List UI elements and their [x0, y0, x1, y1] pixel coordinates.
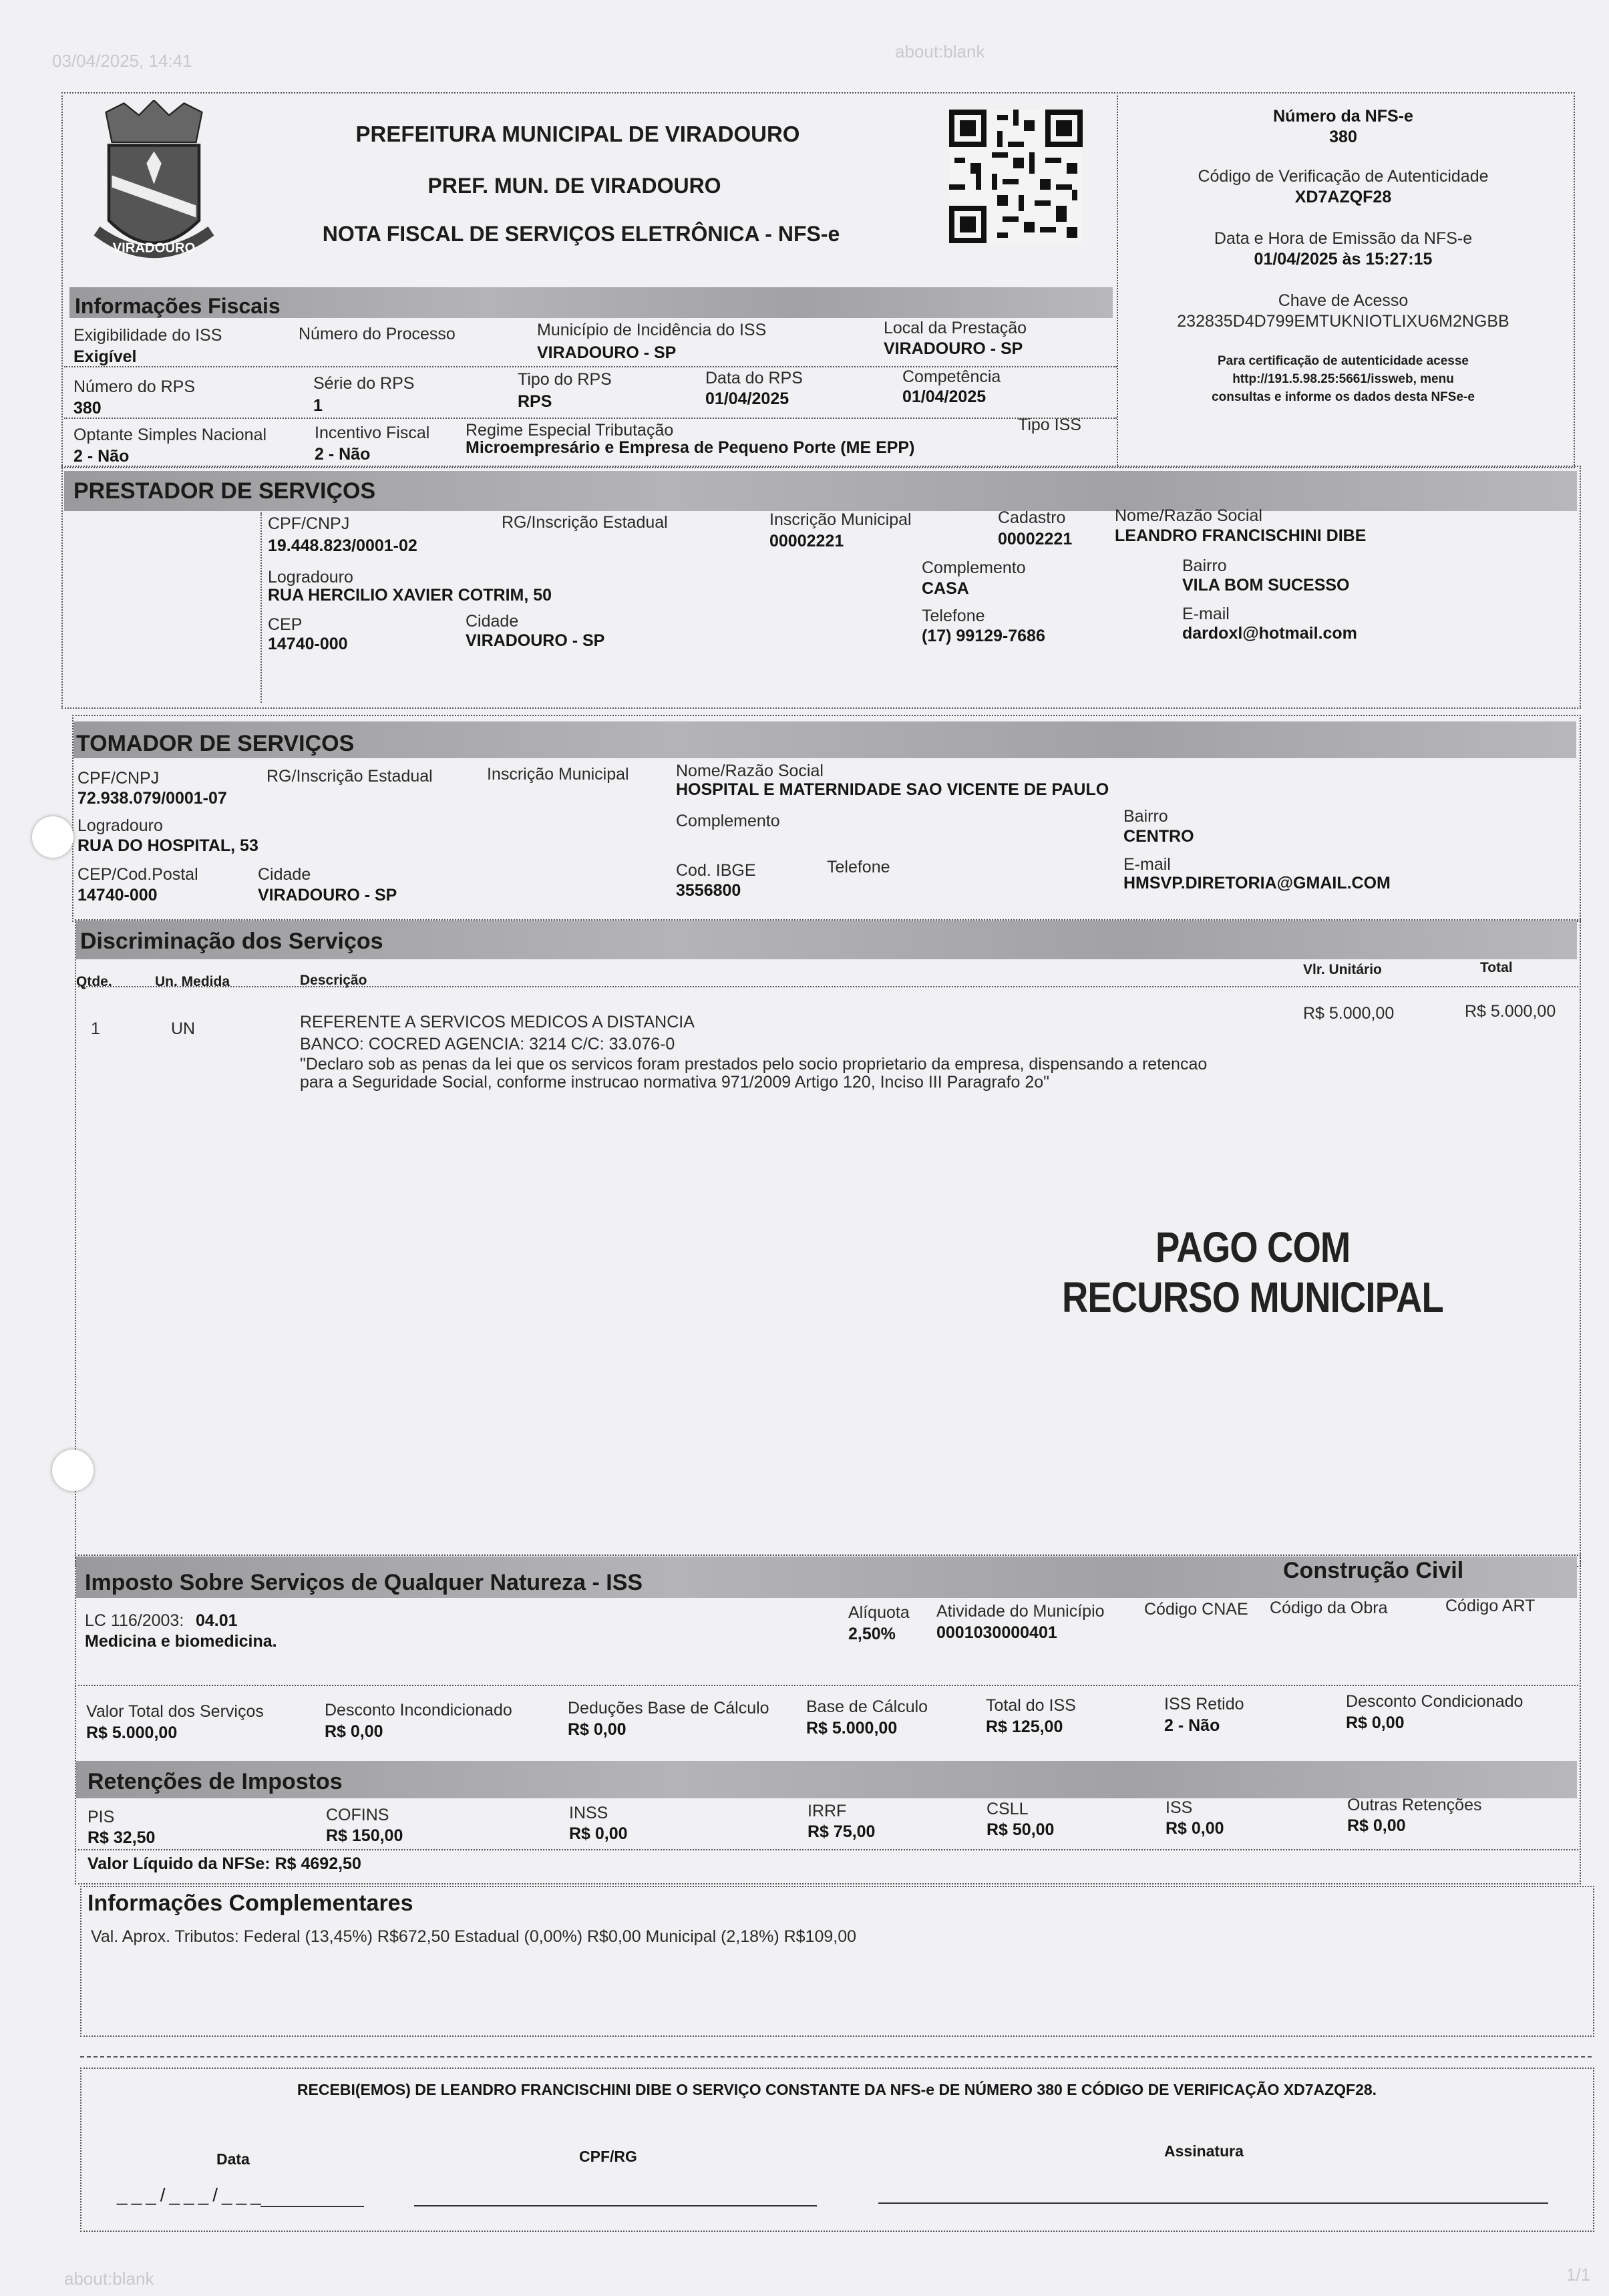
- rps-date: 01/04/2025: [705, 389, 789, 408]
- col-total: Total: [1480, 960, 1513, 975]
- print-page-count: 1/1: [1566, 2265, 1591, 2285]
- rps-type: RPS: [518, 392, 552, 411]
- tomador-ibge: 3556800: [676, 881, 741, 900]
- tomador-cep-label: CEP/Cod.Postal: [77, 865, 198, 884]
- deducoes-value: R$ 0,00: [568, 1720, 627, 1739]
- rps-serie-label: Série do RPS: [313, 374, 415, 393]
- col-qtde: Qtde.: [76, 974, 112, 989]
- municipal-coat-of-arms-logo: [79, 100, 229, 281]
- rps-number: 380: [73, 399, 102, 418]
- inss-label: INSS: [569, 1804, 608, 1822]
- inss-value: R$ 0,00: [569, 1824, 628, 1843]
- csll-value: R$ 50,00: [987, 1820, 1055, 1839]
- prestador-logradouro: RUA HERCILIO XAVIER COTRIM, 50: [268, 586, 552, 605]
- nfse-number-label: Número da NFS-e: [1273, 107, 1413, 126]
- retencoes-title: Retenções de Impostos: [87, 1769, 343, 1794]
- rps-number-label: Número do RPS: [73, 377, 196, 396]
- item-descricao-line: para a Seguridade Social, conforme instrucao normativa 971/2009 Artigo 120, Inciso III Paragrafo 2o": [300, 1073, 1050, 1092]
- prefeitura-title: PREFEITURA MUNICIPAL DE VIRADOURO: [355, 122, 800, 146]
- deducoes-label: Deduções Base de Cálculo: [568, 1699, 769, 1717]
- pis-label: PIS: [87, 1808, 115, 1826]
- prestador-nome: LEANDRO FRANCISCHINI DIBE: [1115, 526, 1367, 545]
- recibo-text: RECEBI(EMOS) DE LEANDRO FRANCISCHINI DIBE O SERVIÇO CONSTANTE DA NFS-e DE NÚMERO 380 E CÓDIGO DE VERIFICAÇÃO XD7AZQF28.: [297, 2081, 1377, 2098]
- prestador-nome-label: Nome/Razão Social: [1115, 506, 1262, 525]
- prestador-rg-label: RG/Inscrição Estadual: [502, 513, 668, 532]
- incentivo-value: 2 - Não: [315, 445, 371, 464]
- base-calculo-value: R$ 5.000,00: [806, 1719, 898, 1738]
- date-field[interactable]: ___/___/___: [117, 2184, 265, 2205]
- punch-hole: [52, 1450, 94, 1491]
- tomador-rg-label: RG/Inscrição Estadual: [266, 767, 433, 786]
- iss-title: Imposto Sobre Serviços de Qualquer Natureza - ISS: [85, 1570, 643, 1595]
- prestador-complemento: CASA: [922, 579, 969, 598]
- municipio-label: Município de Incidência do ISS: [537, 321, 767, 339]
- complementares-text: Val. Aprox. Tributos: Federal (13,45%) R$672,50 Estadual (0,00%) R$0,00 Municipal (2,18%) R$109,00: [91, 1927, 857, 1946]
- item-descricao-line: "Declaro sob as penas da lei que os servicos foram prestados pelo socio proprietario da empresa, dispensando a retencao: [300, 1055, 1208, 1074]
- prestador-email-label: E-mail: [1182, 605, 1230, 623]
- tomador-im-label: Inscrição Municipal: [487, 765, 629, 784]
- exigibilidade-value: Exigível: [73, 347, 137, 366]
- prestador-title: PRESTADOR DE SERVIÇOS: [73, 478, 376, 504]
- construcao-civil-label: Construção Civil: [1283, 1558, 1464, 1583]
- recibo-data-label: Data: [216, 2150, 250, 2168]
- tomador-nome: HOSPITAL E MATERNIDADE SAO VICENTE DE PAULO: [676, 780, 1109, 799]
- access-key: 232835D4D799EMTUKNIOTLIXU6M2NGBB: [1177, 312, 1509, 331]
- cert-line-1: Para certificação de autenticidade acesse: [1218, 354, 1469, 368]
- prestador-im: 00002221: [769, 532, 844, 550]
- municipio-value: VIRADOURO - SP: [537, 343, 677, 362]
- prestador-cnpj-label: CPF/CNPJ: [268, 514, 350, 533]
- item-descricao-line: BANCO: COCRED AGENCIA: 3214 C/C: 33.076-0: [300, 1035, 675, 1053]
- divider: [64, 418, 1117, 419]
- lc-code: 04.01: [196, 1611, 238, 1630]
- fiscal-section-title: Informações Fiscais: [75, 294, 281, 318]
- col-unitario: Vlr. Unitário: [1303, 962, 1382, 977]
- regime-value: Microempresário e Empresa de Pequeno Porte (ME EPP): [466, 438, 915, 457]
- tomador-bairro-label: Bairro: [1123, 807, 1168, 826]
- divider: [75, 1849, 1578, 1850]
- col-unidade: Un. Medida: [155, 974, 230, 989]
- item-total: R$ 5.000,00: [1465, 1002, 1556, 1021]
- local-value: VIRADOURO - SP: [884, 339, 1023, 358]
- aliquota-value: 2,50%: [848, 1625, 896, 1643]
- cofins-value: R$ 150,00: [326, 1826, 403, 1845]
- valor-liquido: Valor Líquido da NFSe: R$ 4692,50: [87, 1854, 361, 1873]
- total-servicos-value: R$ 5.000,00: [86, 1724, 178, 1742]
- prestador-bairro: VILA BOM SUCESSO: [1182, 576, 1350, 595]
- total-servicos-label: Valor Total dos Serviços: [86, 1702, 264, 1721]
- competencia-label: Competência: [902, 367, 1001, 386]
- art-label: Código ART: [1445, 1597, 1536, 1615]
- cpf-field-line[interactable]: [414, 2205, 817, 2206]
- local-label: Local da Prestação: [884, 319, 1027, 337]
- desconto-incond-value: R$ 0,00: [325, 1722, 383, 1741]
- tomador-logradouro-label: Logradouro: [77, 816, 163, 835]
- tomador-email-label: E-mail: [1123, 855, 1171, 874]
- atividade-label: Atividade do Município: [936, 1602, 1105, 1621]
- pis-value: R$ 32,50: [87, 1828, 156, 1847]
- regime-label: Regime Especial Tributação: [466, 421, 674, 440]
- desconto-cond-label: Desconto Condicionado: [1346, 1692, 1524, 1711]
- tomador-title: TOMADOR DE SERVIÇOS: [76, 731, 355, 756]
- divider: [75, 1685, 1578, 1686]
- access-key-label: Chave de Acesso: [1278, 291, 1409, 310]
- cnae-label: Código CNAE: [1144, 1600, 1248, 1619]
- rps-serie: 1: [313, 396, 323, 415]
- tomador-logradouro: RUA DO HOSPITAL, 53: [77, 836, 258, 855]
- item-descricao-line: REFERENTE A SERVICOS MEDICOS A DISTANCIA: [300, 1013, 695, 1031]
- prestador-cidade: VIRADOURO - SP: [466, 631, 605, 650]
- incentivo-label: Incentivo Fiscal: [315, 424, 430, 442]
- paid-stamp-line-2: RECURSO MUNICIPAL: [1062, 1273, 1443, 1321]
- tomador-bairro: CENTRO: [1123, 827, 1194, 846]
- tomador-cep: 14740-000: [77, 886, 158, 905]
- tomador-nome-label: Nome/Razão Social: [676, 762, 824, 780]
- document-title: NOTA FISCAL DE SERVIÇOS ELETRÔNICA - NFS-e: [322, 222, 840, 246]
- tomador-cidade-label: Cidade: [258, 865, 311, 884]
- item-unidade: UN: [171, 1019, 196, 1038]
- svg-text:VIRADOURO: VIRADOURO: [112, 240, 196, 256]
- obra-label: Código da Obra: [1270, 1599, 1388, 1617]
- print-datetime: 03/04/2025, 14:41: [52, 51, 192, 71]
- recibo-cpf-label: CPF/RG: [579, 2148, 637, 2165]
- date-line: [260, 2206, 364, 2207]
- verification-code-label: Código de Verificação de Autenticidade: [1198, 167, 1489, 186]
- prestador-complemento-label: Complemento: [922, 558, 1026, 577]
- prestador-logradouro-label: Logradouro: [268, 568, 353, 587]
- desconto-cond-value: R$ 0,00: [1346, 1713, 1405, 1732]
- prefeitura-short: PREF. MUN. DE VIRADOURO: [427, 174, 721, 198]
- desconto-incond-label: Desconto Incondicionado: [325, 1701, 512, 1719]
- prestador-cnpj: 19.448.823/0001-02: [268, 536, 417, 555]
- servicos-title: Discriminação dos Serviços: [80, 929, 383, 954]
- atividade-value: 0001030000401: [936, 1623, 1057, 1642]
- irrf-value: R$ 75,00: [808, 1822, 876, 1841]
- divider: [1117, 92, 1118, 466]
- print-page-title: about:blank: [895, 41, 985, 61]
- signature-field-line[interactable]: [878, 2202, 1548, 2204]
- irrf-label: IRRF: [808, 1802, 847, 1820]
- prestador-cidade-label: Cidade: [466, 612, 519, 631]
- processo-label: Número do Processo: [299, 325, 456, 343]
- prestador-cep: 14740-000: [268, 635, 348, 653]
- col-descricao: Descrição: [300, 973, 367, 988]
- prestador-cep-label: CEP: [268, 615, 303, 634]
- complementares-title: Informações Complementares: [87, 1891, 413, 1916]
- competencia-value: 01/04/2025: [902, 387, 987, 406]
- prestador-bairro-label: Bairro: [1182, 556, 1227, 575]
- prestador-email: dardoxl@hotmail.com: [1182, 624, 1357, 643]
- iss-ret-value: R$ 0,00: [1166, 1819, 1224, 1838]
- header-box: [61, 92, 1575, 468]
- csll-label: CSLL: [987, 1800, 1029, 1818]
- cert-line-3: consultas e informe os dados desta NFSe-e: [1212, 390, 1475, 404]
- exigibilidade-label: Exigibilidade do ISS: [73, 326, 222, 345]
- rps-date-label: Data do RPS: [705, 369, 803, 387]
- prestador-cadastro: 00002221: [998, 530, 1073, 548]
- print-footer-url: about:blank: [64, 2269, 154, 2289]
- simples-label: Optante Simples Nacional: [73, 426, 267, 444]
- outras-value: R$ 0,00: [1347, 1816, 1406, 1835]
- tomador-cnpj-label: CPF/CNPJ: [77, 769, 160, 788]
- prestador-telefone-label: Telefone: [922, 607, 985, 625]
- outras-label: Outras Retenções: [1347, 1796, 1482, 1814]
- lc-label: LC 116/2003:: [85, 1611, 184, 1630]
- aliquota-label: Alíquota: [848, 1603, 910, 1622]
- iss-retido-value: 2 - Não: [1164, 1716, 1220, 1735]
- lc-description: Medicina e biomedicina.: [85, 1632, 277, 1651]
- cert-link[interactable]: http://191.5.98.25:5661/issweb, menu: [1232, 372, 1454, 386]
- paid-stamp-line-1: PAGO COM: [1155, 1223, 1351, 1271]
- base-calculo-label: Base de Cálculo: [806, 1697, 928, 1716]
- total-iss-value: R$ 125,00: [986, 1717, 1063, 1736]
- prestador-im-label: Inscrição Municipal: [769, 510, 912, 529]
- prestador-telefone: (17) 99129-7686: [922, 627, 1045, 645]
- emission-datetime: 01/04/2025 às 15:27:15: [1254, 250, 1433, 269]
- tipo-iss-label: Tipo ISS: [1018, 416, 1081, 434]
- cut-line: [80, 2056, 1592, 2058]
- recibo-assinatura-label: Assinatura: [1164, 2142, 1244, 2160]
- cofins-label: COFINS: [326, 1806, 389, 1824]
- tomador-cnpj: 72.938.079/0001-07: [77, 789, 227, 808]
- nfse-number: 380: [1329, 128, 1357, 146]
- qr-code: [948, 110, 1083, 243]
- punch-hole: [32, 816, 73, 858]
- divider: [260, 512, 262, 703]
- item-unitario: R$ 5.000,00: [1303, 1004, 1395, 1023]
- simples-value: 2 - Não: [73, 447, 130, 466]
- rps-type-label: Tipo do RPS: [518, 370, 612, 389]
- tomador-complemento-label: Complemento: [676, 812, 780, 830]
- total-iss-label: Total do ISS: [986, 1696, 1076, 1715]
- prestador-cadastro-label: Cadastro: [998, 508, 1066, 527]
- tomador-ibge-label: Cod. IBGE: [676, 861, 756, 880]
- emission-label: Data e Hora de Emissão da NFS-e: [1214, 229, 1473, 248]
- iss-retido-label: ISS Retido: [1164, 1695, 1244, 1713]
- tomador-cidade: VIRADOURO - SP: [258, 886, 397, 905]
- tomador-telefone-label: Telefone: [827, 858, 890, 876]
- verification-code: XD7AZQF28: [1294, 188, 1392, 206]
- iss-ret-label: ISS: [1166, 1798, 1193, 1817]
- tomador-email: HMSVP.DIRETORIA@GMAIL.COM: [1123, 874, 1391, 892]
- item-qtde: 1: [91, 1019, 100, 1038]
